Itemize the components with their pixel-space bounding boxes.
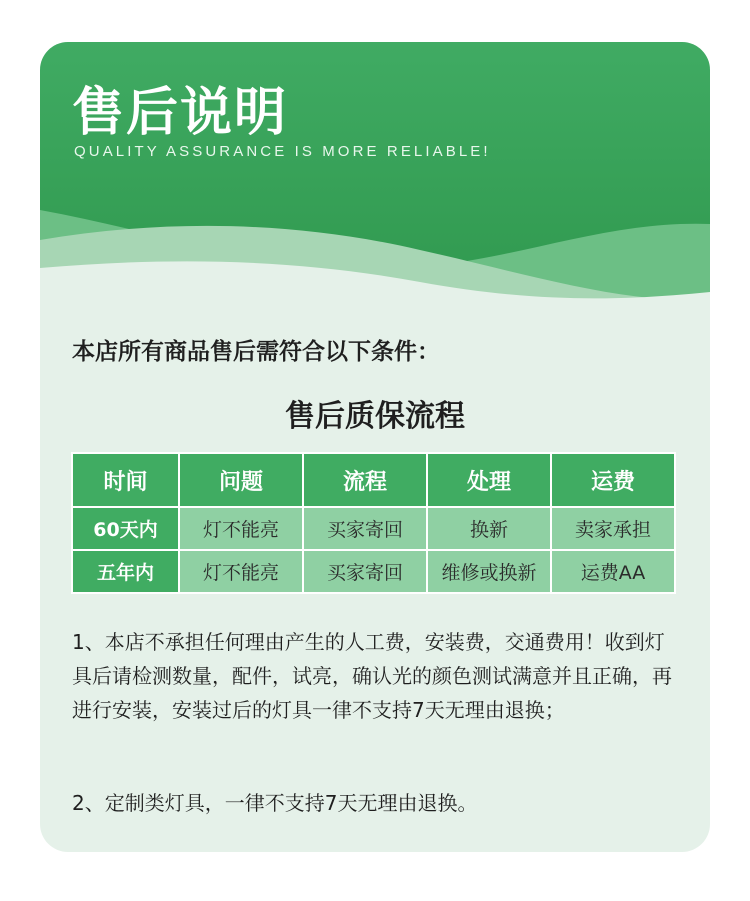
table-cell-process: 买家寄回 (303, 507, 427, 550)
column-header-process: 流程 (303, 453, 427, 507)
note-item: 1、本店不承担任何理由产生的人工费，安装费，交通费用！收到灯具后请检测数量，配件，试亮，确认光的颜色测试满意并且正确，再进行安装，安装过后的灯具一律不支持7天无理由退换； (72, 630, 672, 722)
table-cell-process: 买家寄回 (303, 550, 427, 593)
table-cell-issue: 灯不能亮 (179, 507, 303, 550)
column-header-issue: 问题 (179, 453, 303, 507)
table-row (72, 550, 675, 593)
table-cell-shipping: 卖家承担 (551, 507, 675, 550)
column-header-handling: 处理 (427, 453, 551, 507)
table-header-row (72, 453, 675, 507)
conditions-heading: 本店所有商品售后需符合以下条件： (72, 339, 440, 365)
process-title: 售后质保流程 (285, 399, 465, 434)
page-subtitle: QUALITY ASSURANCE IS MORE RELIABLE! (74, 143, 491, 160)
column-header-shipping: 运费 (551, 453, 675, 507)
table-cell-time: 五年内 (72, 550, 179, 593)
column-header-time: 时间 (72, 453, 179, 507)
note-item: 2、定制类灯具，一律不支持7天无理由退换。 (72, 791, 478, 815)
table-cell-handling: 换新 (427, 507, 551, 550)
warranty-table (71, 452, 676, 594)
table-cell-time: 60天内 (72, 507, 179, 550)
table-cell-issue: 灯不能亮 (179, 550, 303, 593)
table-cell-shipping: 运费AA (551, 550, 675, 593)
table-row (72, 507, 675, 550)
after-sales-card (40, 42, 710, 852)
page-title: 售后说明 (72, 83, 289, 143)
table-cell-handling: 维修或换新 (427, 550, 551, 593)
